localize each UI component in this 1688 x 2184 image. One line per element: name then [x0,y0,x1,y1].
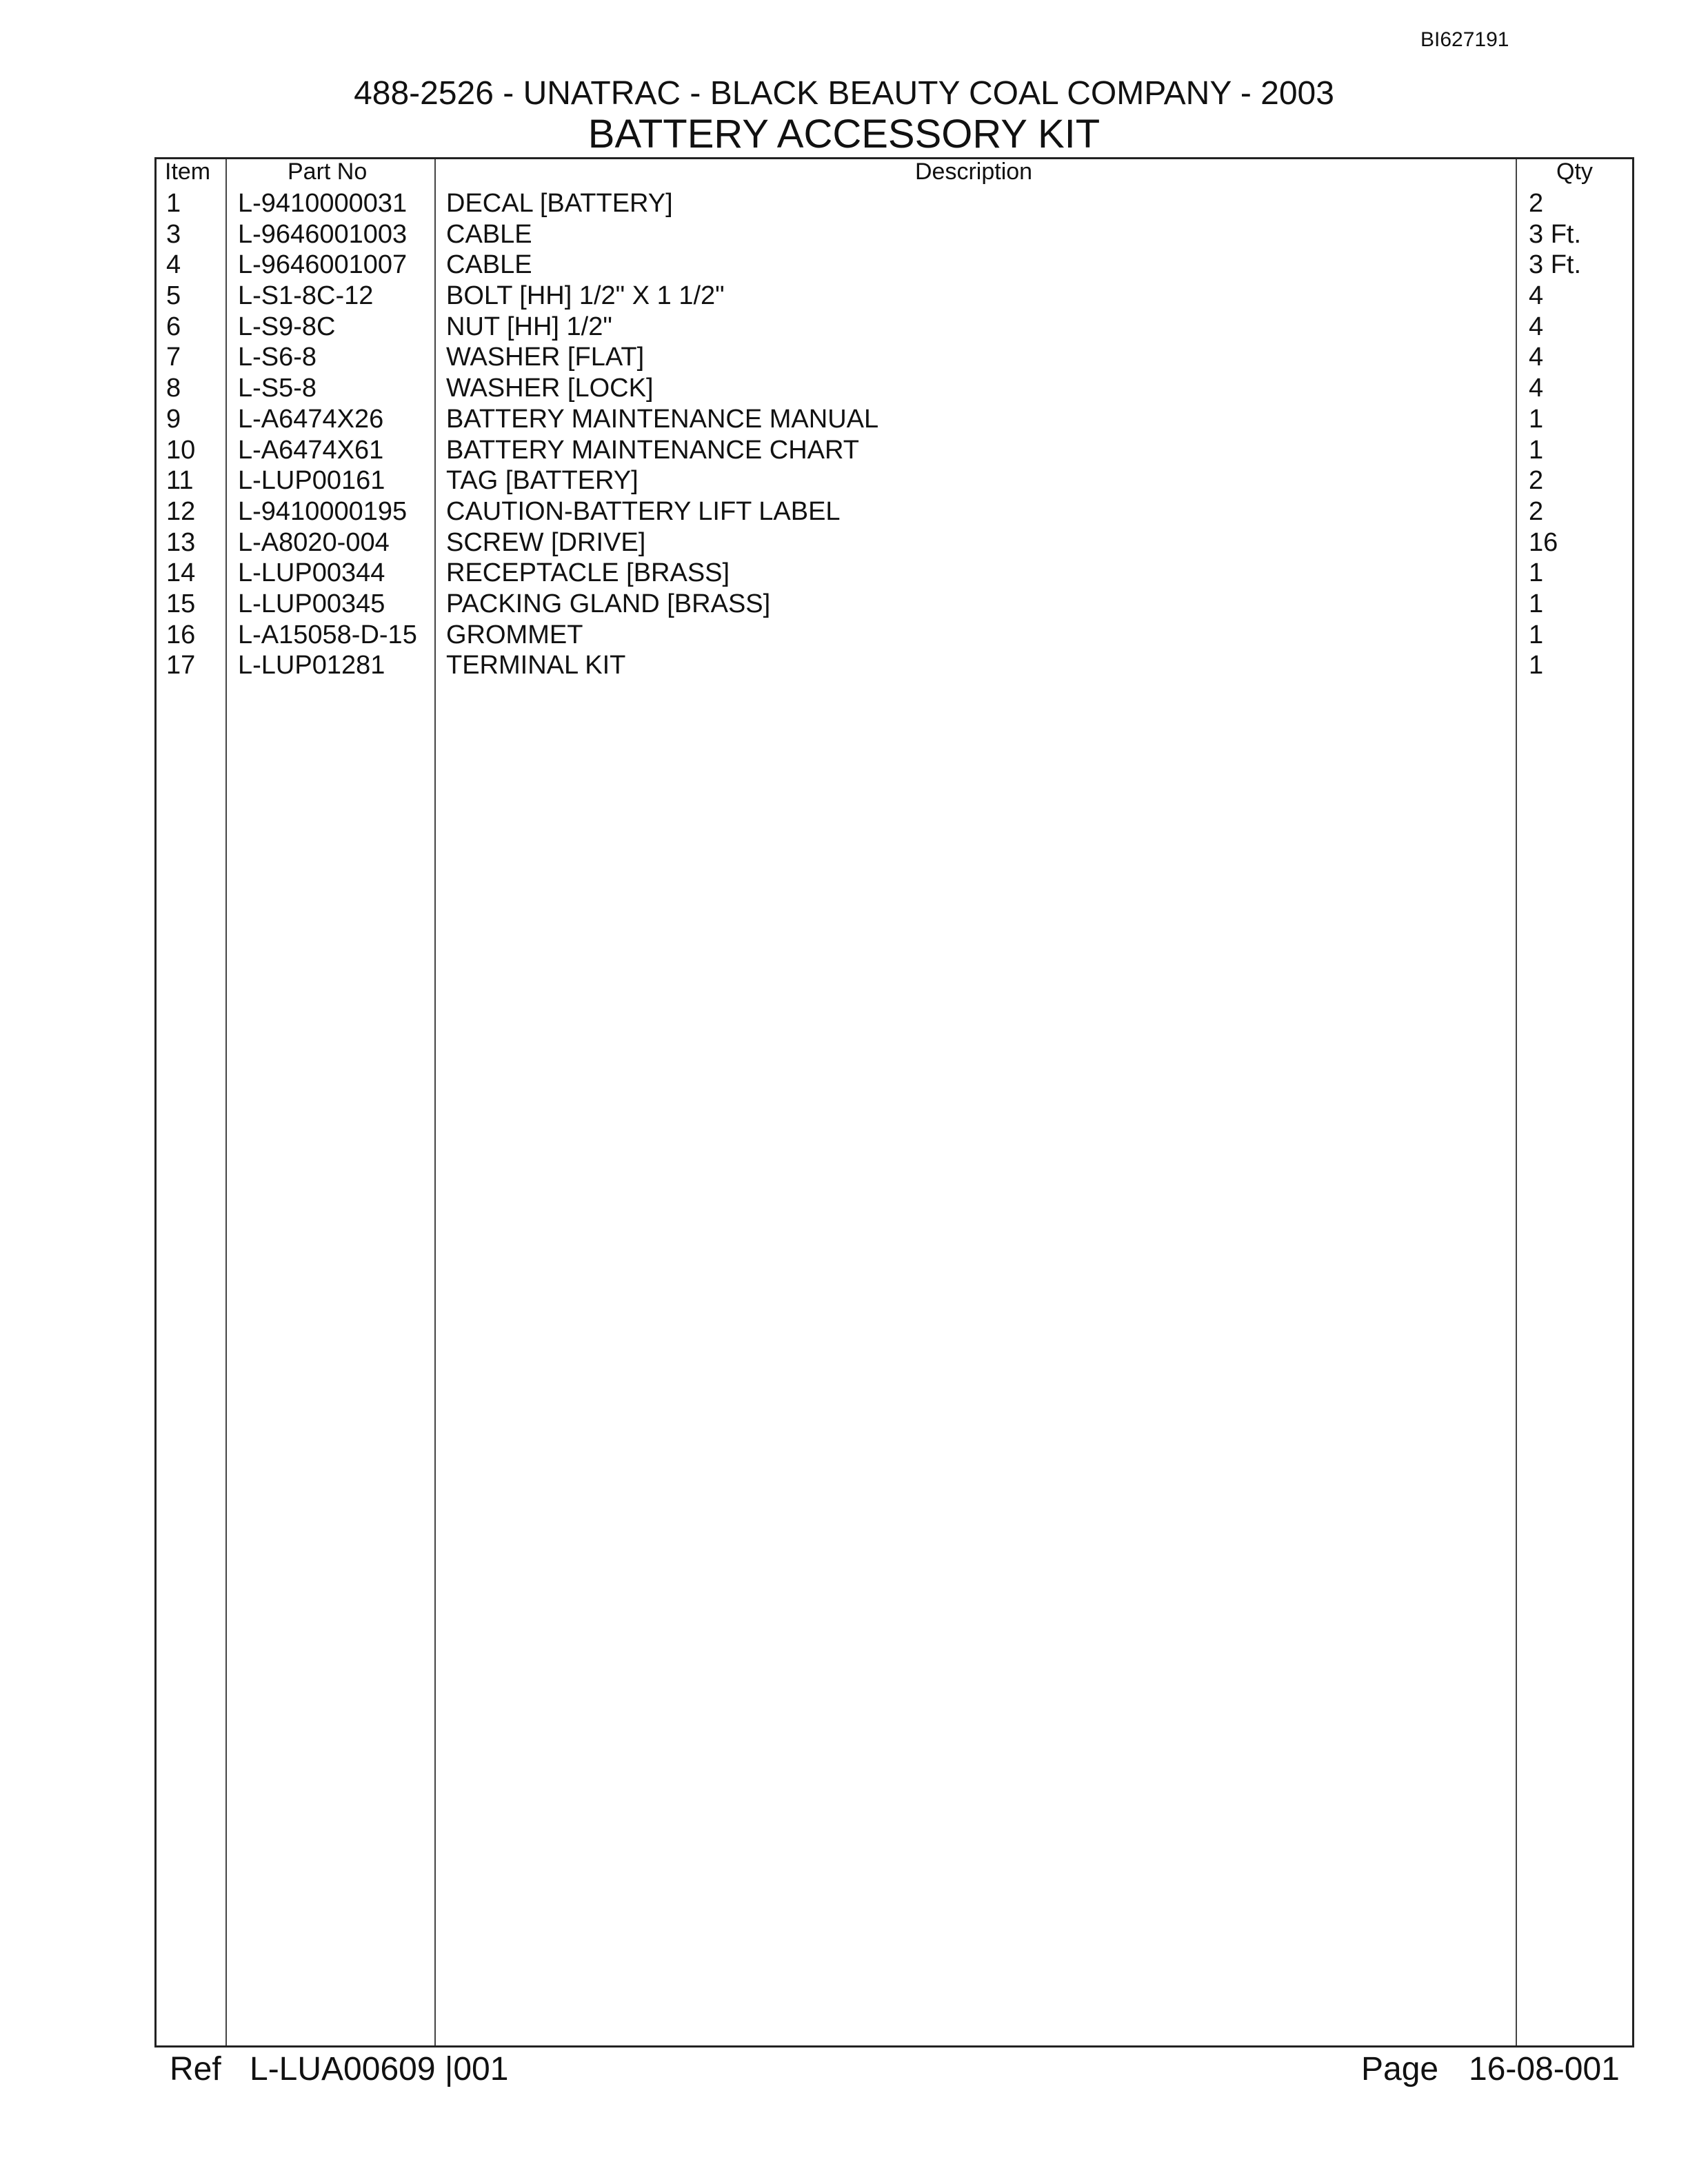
cell-qty: 2 [1529,466,1544,496]
cell-description: WASHER [FLAT] [446,343,645,372]
cell-part-no: L-9410000031 [238,189,408,218]
cell-description: WASHER [LOCK] [446,374,654,403]
cell-description: TERMINAL KIT [446,651,626,680]
cell-description: BATTERY MAINTENANCE MANUAL [446,404,879,434]
cell-item: 9 [166,404,181,434]
cell-part-no: L-S5-8 [238,374,317,403]
cell-description: BOLT [HH] 1/2" X 1 1/2" [446,281,725,311]
cell-part-no: L-S6-8 [238,343,317,372]
cell-description: RECEPTACLE [BRASS] [446,558,730,588]
table-row [157,496,1632,527]
cell-qty: 3 Ft. [1529,219,1582,249]
header-description: Description [915,159,1033,185]
cell-description: CABLE [446,219,532,249]
cell-part-no: L-A15058-D-15 [238,620,417,649]
document-id: BI627191 [1420,28,1509,51]
cell-description: SCREW [DRIVE] [446,527,646,557]
table-row [157,312,1632,343]
table-row [157,465,1632,496]
footer-ref-label: Ref [170,2051,221,2087]
cell-item: 12 [166,496,196,526]
header-part-no: Part No [288,159,368,185]
table-row [157,188,1632,219]
cell-item: 7 [166,343,181,372]
cell-part-no: L-9646001003 [238,219,408,249]
table-row [157,250,1632,281]
table-row [157,527,1632,558]
cell-item: 17 [166,651,196,680]
cell-part-no: L-A6474X61 [238,435,384,465]
footer-page-value: 16-08-001 [1469,2051,1620,2087]
table-row [157,589,1632,620]
table-row [157,342,1632,373]
cell-item: 4 [166,250,181,280]
cell-item: 13 [166,527,196,557]
cell-qty: 2 [1529,189,1544,218]
cell-item: 5 [166,281,181,311]
cell-qty: 1 [1529,435,1544,465]
cell-qty: 1 [1529,558,1544,588]
cell-item: 3 [166,219,181,249]
cell-description: TAG [BATTERY] [446,466,639,496]
cell-qty: 4 [1529,343,1544,372]
cell-qty: 2 [1529,496,1544,526]
cell-part-no: L-LUP00344 [238,558,385,588]
cell-part-no: L-S1-8C-12 [238,281,374,311]
cell-qty: 3 Ft. [1529,250,1582,280]
document-subtitle: BATTERY ACCESSORY KIT [587,112,1101,156]
table-row [157,281,1632,312]
cell-item: 10 [166,435,196,465]
cell-description: NUT [HH] 1/2" [446,312,612,341]
cell-part-no: L-S9-8C [238,312,336,341]
table-row [157,404,1632,435]
cell-item: 14 [166,558,196,588]
cell-part-no: L-LUP00345 [238,589,385,618]
cell-qty: 4 [1529,312,1544,341]
table-row [157,373,1632,404]
cell-part-no: L-LUP00161 [238,466,385,496]
footer-page-label: Page [1361,2051,1439,2087]
cell-description: CAUTION-BATTERY LIFT LABEL [446,496,841,526]
cell-part-no: L-A6474X26 [238,404,384,434]
table-row [157,620,1632,651]
cell-item: 11 [166,466,194,496]
table-row [157,650,1632,681]
table-header-row [157,159,1632,184]
header-item: Item [165,159,211,185]
cell-item: 16 [166,620,196,649]
cell-item: 6 [166,312,181,341]
cell-item: 1 [166,189,181,218]
cell-description: BATTERY MAINTENANCE CHART [446,435,859,465]
cell-part-no: L-LUP01281 [238,651,385,680]
cell-description: GROMMET [446,620,583,649]
cell-description: CABLE [446,250,532,280]
table-body [157,188,1632,681]
cell-description: PACKING GLAND [BRASS] [446,589,771,618]
footer-ref-value: L-LUA00609 |001 [250,2051,509,2087]
header-qty: Qty [1556,159,1593,185]
cell-qty: 1 [1529,589,1544,618]
document-title: 488-2526 - UNATRAC - BLACK BEAUTY COAL COMPANY - 2003 [354,75,1334,112]
cell-item: 8 [166,374,181,403]
parts-table [154,157,1634,2048]
table-row [157,558,1632,589]
cell-item: 15 [166,589,196,618]
cell-part-no: L-9646001007 [238,250,408,280]
table-row [157,219,1632,250]
cell-qty: 1 [1529,651,1544,680]
cell-part-no: L-A8020-004 [238,527,390,557]
cell-qty: 16 [1529,527,1558,557]
table-row [157,435,1632,466]
cell-part-no: L-9410000195 [238,496,408,526]
cell-qty: 1 [1529,620,1544,649]
cell-qty: 4 [1529,281,1544,311]
cell-qty: 4 [1529,374,1544,403]
cell-description: DECAL [BATTERY] [446,189,673,218]
cell-qty: 1 [1529,404,1544,434]
